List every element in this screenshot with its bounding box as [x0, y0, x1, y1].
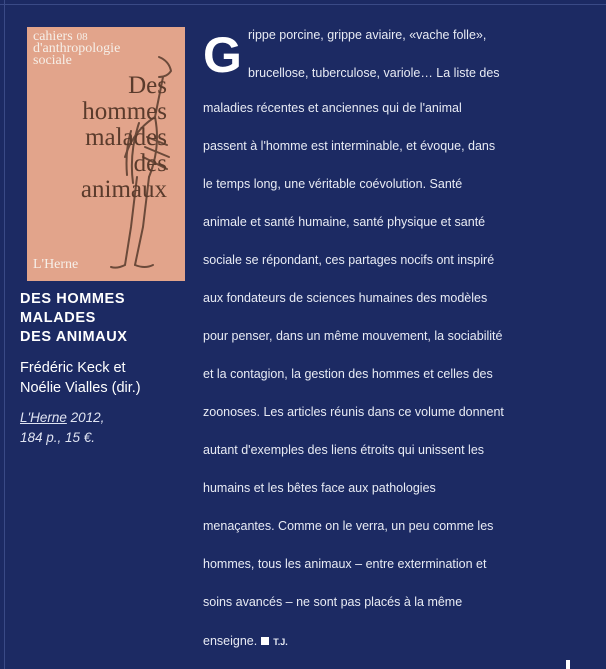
article-line: passent à l'homme est interminable, et évoque, dans [203, 139, 496, 153]
book-title-line: DES HOMMES [20, 291, 126, 307]
article-line: maladies récentes et anciennes qui de l'animal [203, 101, 462, 115]
author-line: Frédéric Keck et [20, 360, 126, 376]
article-line: autant d'exemples des liens étroits qui unissent les [203, 443, 485, 457]
article-line: zoonoses. Les articles réunis dans ce volume donnent [203, 405, 504, 419]
article-line: brucellose, tuberculose, variole… La liste des [248, 66, 500, 80]
article-line: animale et santé humaine, santé physique et santé [203, 215, 486, 229]
article-line: hommes, tous les animaux – entre extermination et [203, 557, 487, 571]
publication-year: 2012, [70, 410, 105, 425]
article-line: le temps long, une véritable coévolution. Santé [203, 177, 463, 191]
book-title-line: MALADES [20, 310, 96, 326]
cover-title [27, 73, 167, 203]
frame-line-left [4, 0, 5, 669]
cover-title-line: des [133, 150, 167, 177]
cover-series-number: 08 [76, 31, 88, 43]
book-cover [27, 27, 185, 281]
end-mark-square [261, 637, 269, 645]
article-line: rippe porcine, grippe aviaire, «vache folle», [248, 28, 487, 42]
cover-series-line1: cahiers [33, 29, 73, 44]
author-line: Noélie Vialles (dir.) [20, 380, 141, 396]
book-authors [20, 358, 195, 398]
cover-series-line3: sociale [33, 53, 72, 68]
publisher-name: L'Herne [20, 410, 67, 425]
corner-mark [566, 660, 570, 669]
frame-line-top [0, 4, 606, 5]
article-line: pour penser, dans un même mouvement, la sociabilité [203, 329, 503, 343]
book-title [20, 290, 190, 347]
cover-title-line: animaux [80, 176, 167, 203]
cover-title-line: Des [128, 72, 167, 99]
drop-cap: G [203, 27, 242, 83]
article-line: enseigne. [203, 634, 258, 648]
publication-details: 184 p., 15 €. [20, 430, 96, 445]
article-line: humains et les bêtes face aux pathologies [203, 481, 436, 495]
cover-series [33, 31, 183, 67]
book-title-line: DES ANIMAUX [20, 329, 128, 345]
article-signature: T.J. [273, 637, 288, 647]
article-last-line [203, 634, 288, 648]
article-line: soins avancés – ne sont pas placés à la même [203, 595, 463, 609]
article-line: menaçantes. Comme on le verra, un peu comme les [203, 519, 494, 533]
article-line: et la contagion, la gestion des hommes et celles des [203, 367, 493, 381]
article-line: aux fondateurs de sciences humaines des modèles [203, 291, 488, 305]
cover-series-line2: d'anthropologie [33, 41, 121, 56]
cover-title-line: hommes [82, 98, 167, 125]
article-line: sociale se répondant, ces partages nocifs ont inspiré [203, 253, 495, 267]
cover-publisher: L'Herne [33, 257, 79, 272]
publication-info [20, 408, 195, 448]
cover-title-line: malades [85, 124, 167, 151]
